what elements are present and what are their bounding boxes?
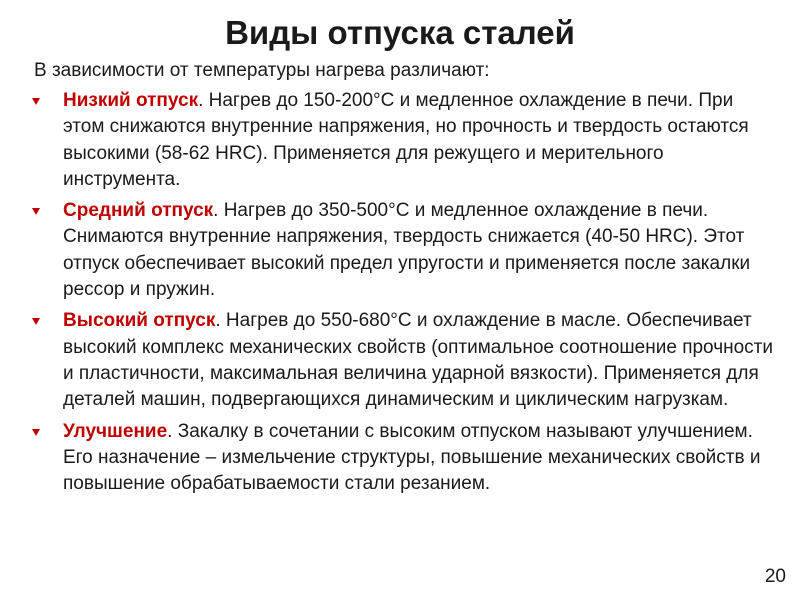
list-item-high-tempering xyxy=(30,308,775,413)
description-high-tempering: . Нагрев до 550-680°С и охлаждение в масле. Обеспечивает высокий комплекс механических свойств (оптимальное соотношение прочности и пластичности, максимальная величина ударной вязкости). Применяется для деталей машин, подвергающихся динамическим и циклическим нагрузкам. xyxy=(63,310,773,411)
triangle-down-bullet-icon xyxy=(32,98,40,105)
list-item-medium-tempering xyxy=(30,198,775,303)
term-medium-tempering: Средний отпуск xyxy=(63,200,214,222)
description-improvement: . Закалку в сочетании с высоким отпуском называют улучшением. Его назначение – измельчение структуры, повышение механических свойств и повышение обрабатываемости стали резанием. xyxy=(63,420,761,495)
term-improvement: Улучшение xyxy=(63,420,168,442)
tempering-types-list xyxy=(30,88,775,502)
triangle-down-bullet-icon xyxy=(32,208,40,215)
list-item-low-tempering xyxy=(30,88,775,193)
description-medium-tempering: . Нагрев до 350-500°С и медленное охлаждение в печи. Снимаются внутренние напряжения, твердость снижается (40-50 HRC). Этот отпуск обеспечивает высокий предел упругости и применяется после закалки рессор и пружин. xyxy=(63,200,751,301)
list-item-improvement xyxy=(30,419,775,498)
slide-title: Виды отпуска сталей xyxy=(225,14,575,51)
triangle-down-bullet-icon xyxy=(32,318,40,325)
page-number: 20 xyxy=(764,566,786,587)
intro-text: В зависимости от температуры нагрева различают: xyxy=(34,60,490,81)
triangle-down-bullet-icon xyxy=(32,429,40,436)
term-low-tempering: Низкий отпуск xyxy=(63,90,199,111)
term-high-tempering: Высокий отпуск xyxy=(63,310,216,332)
description-low-tempering: . Нагрев до 150-200°С и медленное охлаждение в печи. При этом снижаются внутренние напряжения, но прочность и твердость остаются высокими (58-62 HRC). Применяется для режущего и мерительного инструмента. xyxy=(63,90,749,190)
